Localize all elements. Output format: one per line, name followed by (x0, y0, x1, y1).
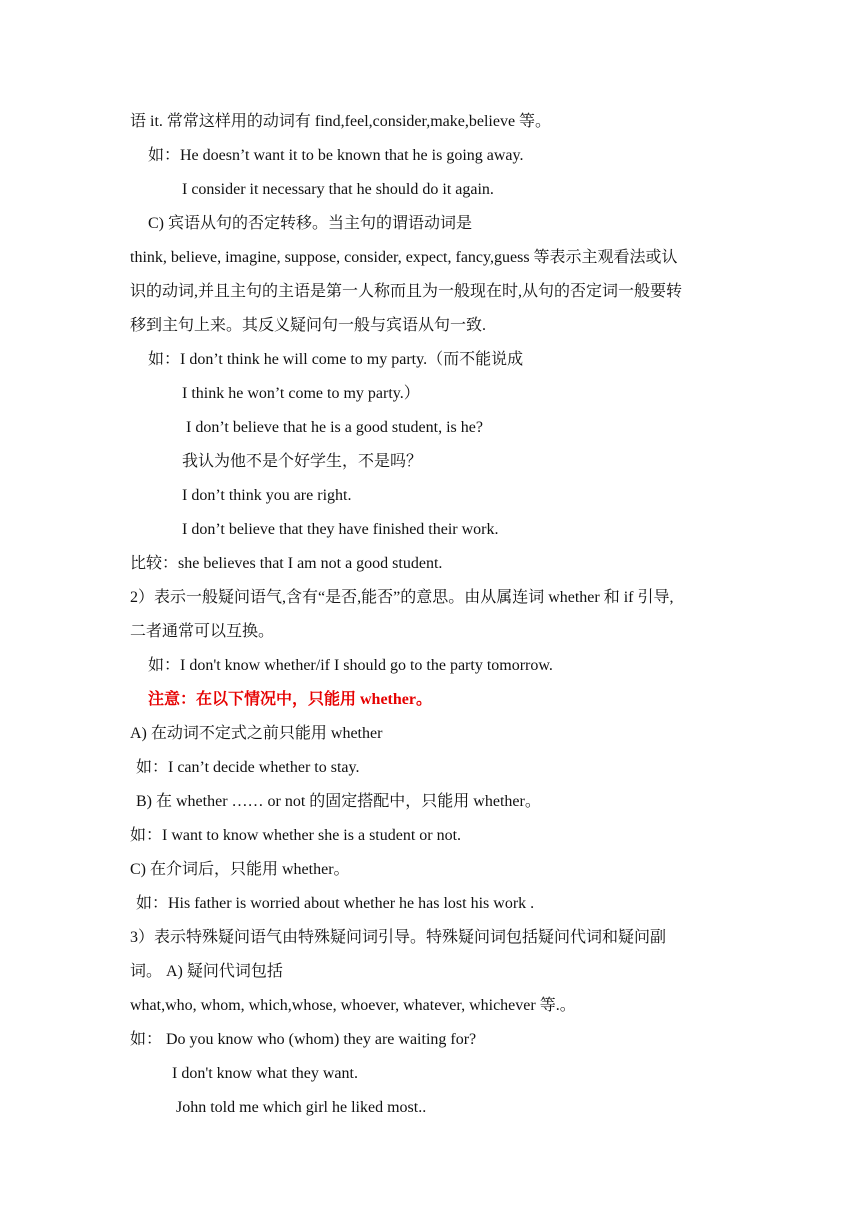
text-line: what,who, whom, which,whose, whoever, whatever, whichever 等.。 (130, 997, 576, 1014)
example-line: 如：I want to know whether she is a student or not. (130, 827, 462, 844)
example-line: 如：I can’t decide whether to stay. (136, 759, 360, 776)
example-line: I don’t believe that they have finished their work. (182, 521, 499, 538)
example-line: John told me which girl he liked most.. (176, 1099, 427, 1116)
section-heading: 3）表示特殊疑问语气由特殊疑问词引导。特殊疑问词包括疑问代词和疑问副 (130, 929, 667, 946)
text-line: 语 it. 常常这样用的动词有 find,feel,consider,make,believe 等。 (130, 113, 552, 130)
note-heading: 注意：在以下情况中，只能用 whether。 (148, 691, 432, 708)
text-line: 识的动词,并且主句的主语是第一人称而且为一般现在时,从句的否定词一般要转 (130, 283, 683, 300)
example-translation: 我认为他不是个好学生，不是吗？ (182, 453, 423, 470)
rule-line: A) 在动词不定式之前只能用 whether (130, 725, 383, 742)
example-line: I don’t believe that he is a good student, is he? (186, 419, 483, 436)
example-line: I consider it necessary that he should do it again. (182, 181, 494, 198)
rule-line: C) 在介词后，只能用 whether。 (130, 861, 350, 878)
example-line: 如：He doesn’t want it to be known that he is going away. (148, 147, 524, 164)
text-line: think, believe, imagine, suppose, consider, expect, fancy,guess 等表示主观看法或认 (130, 249, 678, 266)
example-line: 如：His father is worried about whether he has lost his work . (136, 895, 535, 912)
section-heading: 2）表示一般疑问语气,含有“是否,能否”的意思。由从属连词 whether 和 if 引导, (130, 589, 674, 606)
text-line: 移到主句上来。其反义疑问句一般与宾语从句一致. (130, 317, 487, 334)
section-heading: C) 宾语从句的否定转移。当主句的谓语动词是 (148, 215, 473, 232)
example-line: I don’t think you are right. (182, 487, 352, 504)
example-line: I think he won’t come to my party.） (182, 385, 420, 402)
comparison-line: 比较：she believes that I am not a good student. (130, 555, 443, 572)
text-line: 二者通常可以互换。 (130, 623, 275, 640)
example-line: 如： Do you know who (whom) they are waiting for? (130, 1031, 477, 1048)
example-line: I don't know what they want. (172, 1065, 358, 1082)
example-line: 如：I don’t think he will come to my party.（而不能说成 (148, 351, 524, 368)
example-line: 如：I don't know whether/if I should go to the party tomorrow. (148, 657, 553, 674)
text-line: 词。 A) 疑问代词包括 (130, 963, 283, 980)
rule-line: B) 在 whether …… or not 的固定搭配中，只能用 whether。 (136, 793, 541, 810)
